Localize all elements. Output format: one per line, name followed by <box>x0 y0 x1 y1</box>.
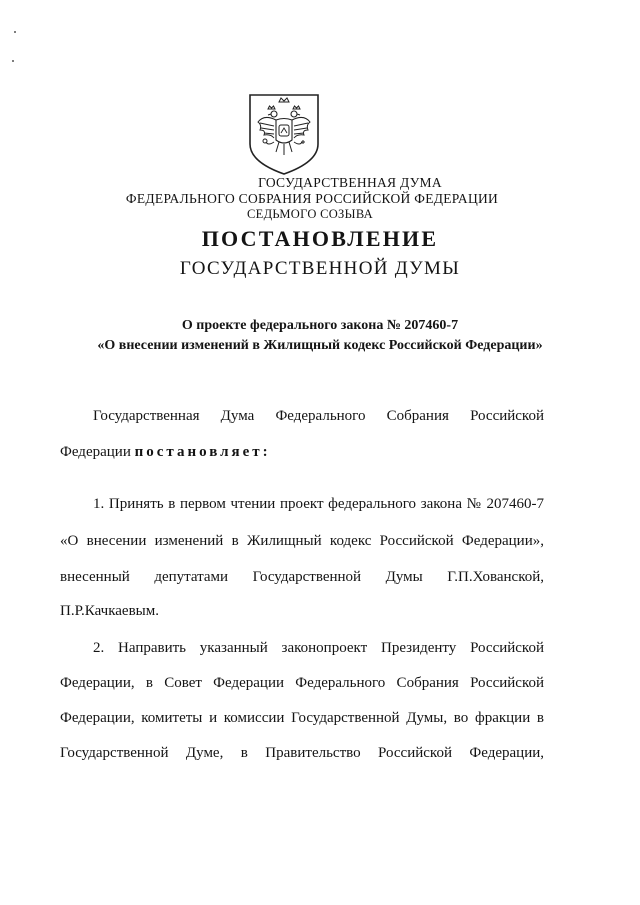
item2-line-4: Государственной Думе, в Правительство Российской Федерации, <box>60 745 544 761</box>
subject-line-1: О проекте федерального закона № 207460-7 <box>181 318 459 333</box>
preamble-line-1: Государственная Дума Федерального Собрания Российской <box>93 408 544 424</box>
convocation-line: СЕДЬМОГО СОЗЫВА <box>247 207 373 221</box>
decision-verb: постановляет: <box>134 444 271 460</box>
scan-speck <box>12 60 14 62</box>
item2-line-3: Федерации, комитеты и комиссии Государственной Думы, во фракции в <box>60 710 544 726</box>
scan-speck <box>14 31 16 33</box>
subject-line-2: «О внесении изменений в Жилищный кодекс Российской Федерации» <box>97 338 543 353</box>
org-name-line: ГОСУДАРСТВЕННАЯ ДУМА <box>258 175 442 190</box>
preamble-line-2 <box>60 442 544 462</box>
item1-line-3: внесенный депутатами Государственной Думы Г.П.Хованской, <box>60 569 544 585</box>
russian-coat-of-arms-icon <box>246 92 322 176</box>
org-parent-line: ФЕДЕРАЛЬНОГО СОБРАНИЯ РОССИЙСКОЙ ФЕДЕРАЦИИ <box>125 191 499 206</box>
item1-line-1: 1. Принять в первом чтении проект федерального закона № 207460-7 <box>93 496 544 512</box>
item1-line-4: П.Р.Качкаевым. <box>60 603 159 619</box>
preamble-text: Федерации <box>60 444 135 460</box>
item1-line-2: «О внесении изменений в Жилищный кодекс Российской Федерации», <box>60 533 544 549</box>
document-type-title: ПОСТАНОВЛЕНИЕ <box>201 226 439 251</box>
document-issuer-subtitle: ГОСУДАРСТВЕННОЙ ДУМЫ <box>179 258 461 279</box>
item2-line-1: 2. Направить указанный законопроект Президенту Российской <box>93 640 544 656</box>
item2-line-2: Федерации, в Совет Федерации Федерального Собрания Российской <box>60 675 544 691</box>
